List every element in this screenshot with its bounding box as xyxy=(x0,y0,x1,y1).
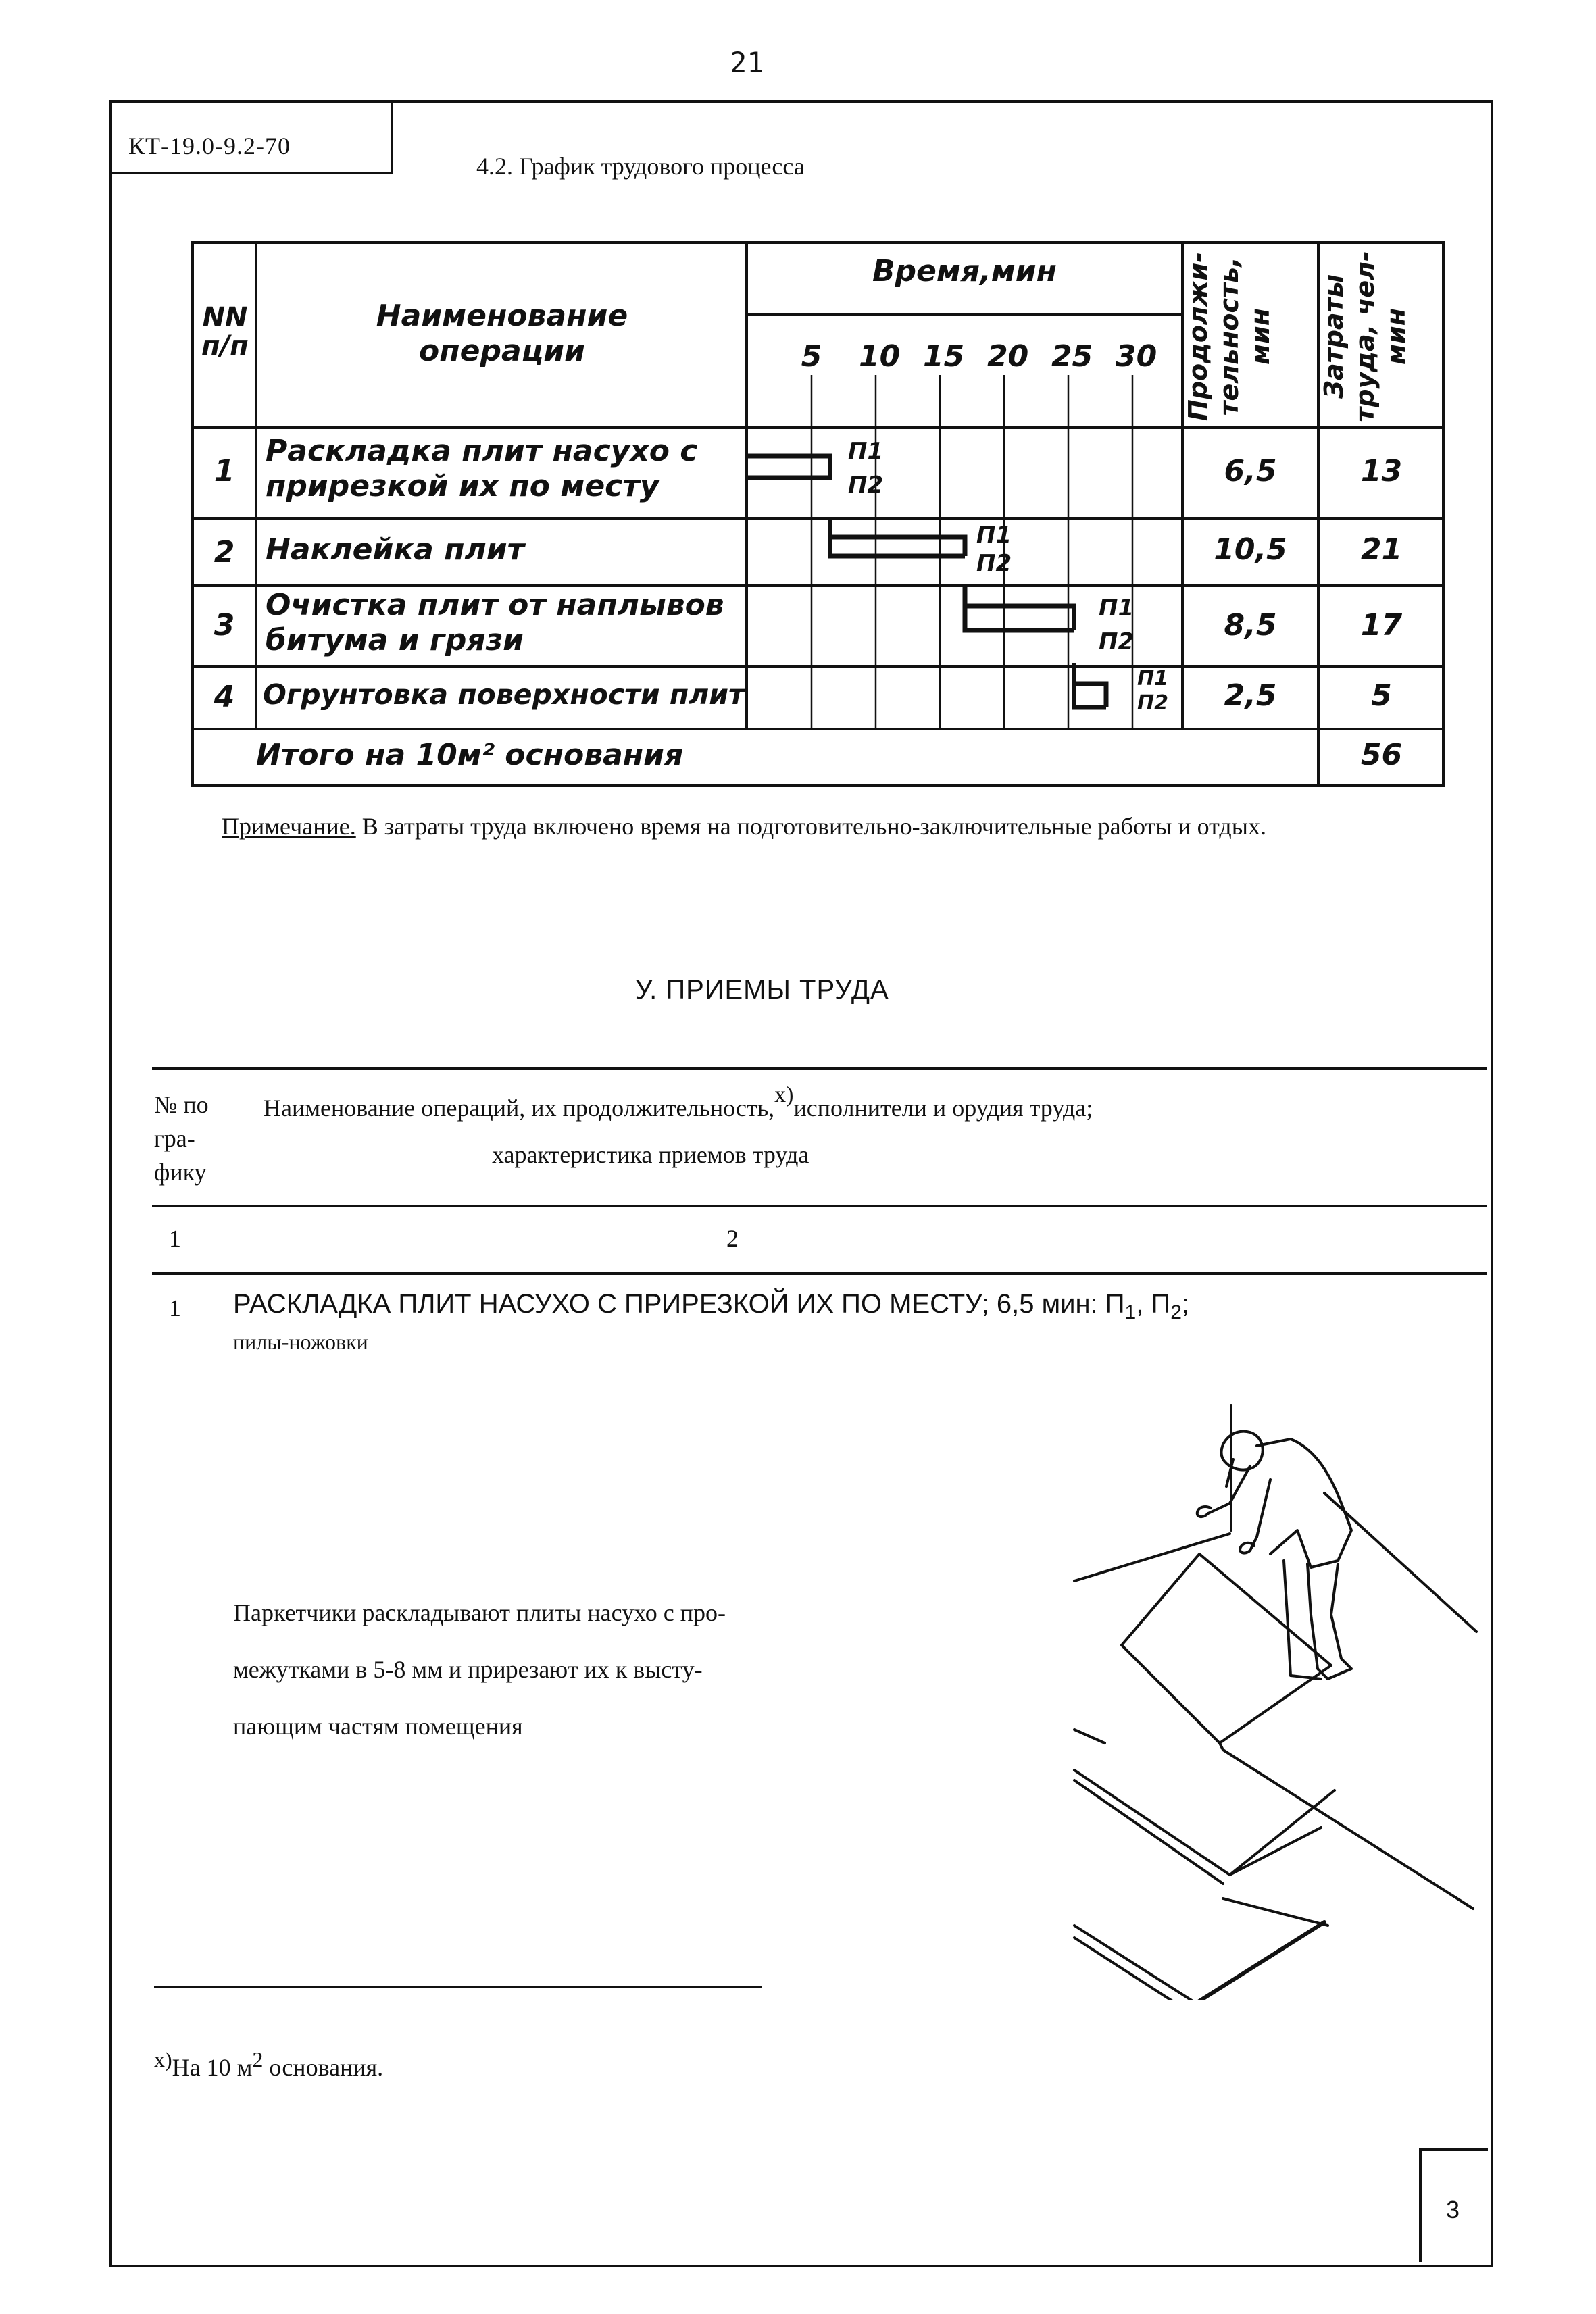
methods-number-rule xyxy=(152,1272,1487,1275)
header-num: NN п/п xyxy=(201,302,249,361)
footnote-text-a: На 10 м xyxy=(172,2054,253,2081)
tick-label: 30 xyxy=(1116,339,1157,374)
tick-label: 20 xyxy=(987,339,1029,374)
row-1-sep: , П xyxy=(1136,1289,1171,1319)
floor-edge-line xyxy=(1324,1493,1476,1632)
worker-laying-boards-illustration xyxy=(1054,1392,1487,2000)
floor-board xyxy=(1074,1770,1321,1875)
row-1-worker-2: П2 xyxy=(848,472,884,499)
row-3-name-line1: Очистка плит от наплывов xyxy=(266,588,724,622)
header-name-line1: Наименование xyxy=(376,299,628,333)
footnote-mark: x) xyxy=(774,1082,794,1107)
footnote xyxy=(154,2047,383,2082)
row-1-desc-line3: пающим частям помещения xyxy=(233,1713,523,1740)
row-1-duration: 6,5 xyxy=(1224,454,1277,488)
row-1-desc-line1: Паркетчики раскладывают плиты насухо с про- xyxy=(233,1599,726,1626)
note-label: Примечание. xyxy=(222,813,356,840)
gantt-bars xyxy=(747,456,1106,707)
corner-number: 3 xyxy=(1446,2196,1460,2223)
methods-col2-header-a xyxy=(264,1082,1093,1122)
methods-col2-header-line2: характеристика приемов труда xyxy=(492,1141,809,1168)
row-2-worker-1: П1 xyxy=(976,522,1012,549)
row-2-worker-2: П2 xyxy=(976,550,1012,577)
row-1-num: 1 xyxy=(214,454,235,488)
footnote-sup: 2 xyxy=(252,2047,264,2071)
row-4-labor: 5 xyxy=(1371,678,1392,713)
gantt-bar-row-3 xyxy=(965,586,1074,630)
methods-col2-header-line1b: исполнители и орудия труда; xyxy=(793,1095,1093,1122)
row-1-sub-2: 2 xyxy=(1170,1301,1182,1324)
row-3-duration: 8,5 xyxy=(1224,608,1277,643)
board-lifted xyxy=(1122,1554,1331,1743)
row-3-num: 3 xyxy=(214,608,235,643)
tick-label: 5 xyxy=(801,339,822,374)
header-time: Время,мин xyxy=(872,254,1057,288)
methods-col2-header-line1: Наименование операций, их продолжительность, xyxy=(264,1095,775,1122)
row-3-name-line2: битума и грязи xyxy=(266,623,524,657)
gantt-bar-row-4 xyxy=(1074,663,1107,707)
footnote-rule xyxy=(154,1986,762,1988)
row-1-sub-1: 1 xyxy=(1124,1301,1137,1324)
row-1-labor: 13 xyxy=(1360,454,1403,488)
row-2-name-line1: Наклейка плит xyxy=(266,532,525,567)
header-labor: Затраты труда, чел-мин xyxy=(1319,251,1411,422)
row-1-tools: пилы-ножовки xyxy=(233,1330,368,1354)
row-4-worker-1: П1 xyxy=(1137,667,1168,690)
row-4-duration: 2,5 xyxy=(1224,678,1277,713)
floor-board-edge xyxy=(1220,1743,1473,1909)
tick-label: 10 xyxy=(859,339,901,374)
row-4-name-line1: Огрунтовка поверхности плит xyxy=(263,678,745,711)
row-1-desc-line2: межутками в 5-8 мм и прирезают их к высту- xyxy=(233,1656,703,1683)
row-2-labor: 21 xyxy=(1360,532,1403,567)
row-3-worker-2: П2 xyxy=(1099,628,1134,655)
note xyxy=(154,807,1478,845)
section-v-title: У. ПРИЕМЫ ТРУДА xyxy=(635,975,889,1005)
row-1-end: ; xyxy=(1181,1289,1189,1319)
row-1-title-text: РАСКЛАДКА ПЛИТ НАСУХО С ПРИРЕЗКОЙ ИХ ПО МЕСТУ; 6,5 мин: П xyxy=(233,1289,1125,1319)
total-value: 56 xyxy=(1360,738,1403,772)
row-2-duration: 10,5 xyxy=(1214,532,1287,567)
row-4-num: 4 xyxy=(214,680,235,714)
footnote-mark-bottom: x) xyxy=(154,2047,172,2071)
row-3-worker-1: П1 xyxy=(1099,595,1134,622)
total-label: Итого на 10м² основания xyxy=(256,738,684,772)
methods-table-top-rule xyxy=(152,1067,1487,1070)
row-3-labor: 17 xyxy=(1360,608,1403,643)
floor-edge-line xyxy=(1074,1534,1230,1581)
footnote-text-b: основания. xyxy=(263,2054,384,2081)
header-name-line2: операции xyxy=(419,334,585,368)
row-2-num: 2 xyxy=(214,535,235,570)
row-1-worker-1: П1 xyxy=(848,438,884,465)
section-title: 4.2. График трудового процесса xyxy=(476,153,805,180)
methods-header-rule xyxy=(152,1205,1487,1207)
gantt-bar-row-2 xyxy=(830,517,966,556)
note-text: В затраты труда включено время на подготовительно-заключительные работы и отдых. xyxy=(355,813,1266,840)
worker-head xyxy=(1222,1432,1263,1470)
row-1-name-line1: Раскладка плит насухо с xyxy=(266,434,698,468)
page-number: 21 xyxy=(730,46,764,79)
gantt-bar-row-1 xyxy=(747,456,830,478)
row-1-number: 1 xyxy=(169,1294,181,1322)
row-1-title xyxy=(233,1289,1189,1324)
tick-label: 25 xyxy=(1051,339,1093,374)
methods-col-number: 2 xyxy=(726,1225,739,1252)
worker-arm xyxy=(1250,1480,1270,1551)
labor-schedule-table xyxy=(191,241,1445,787)
doc-code: КТ-19.0-9.2-70 xyxy=(128,132,291,159)
header-duration: Продолжи- тельность, мин xyxy=(1183,252,1275,421)
methods-col-number: 1 xyxy=(169,1225,181,1252)
tick-label: 15 xyxy=(923,339,965,374)
row-4-worker-2: П2 xyxy=(1137,691,1168,715)
row-1-name-line2: прирезкой их по месту xyxy=(266,469,659,503)
methods-col1-header: № по гра- фику xyxy=(154,1091,209,1186)
